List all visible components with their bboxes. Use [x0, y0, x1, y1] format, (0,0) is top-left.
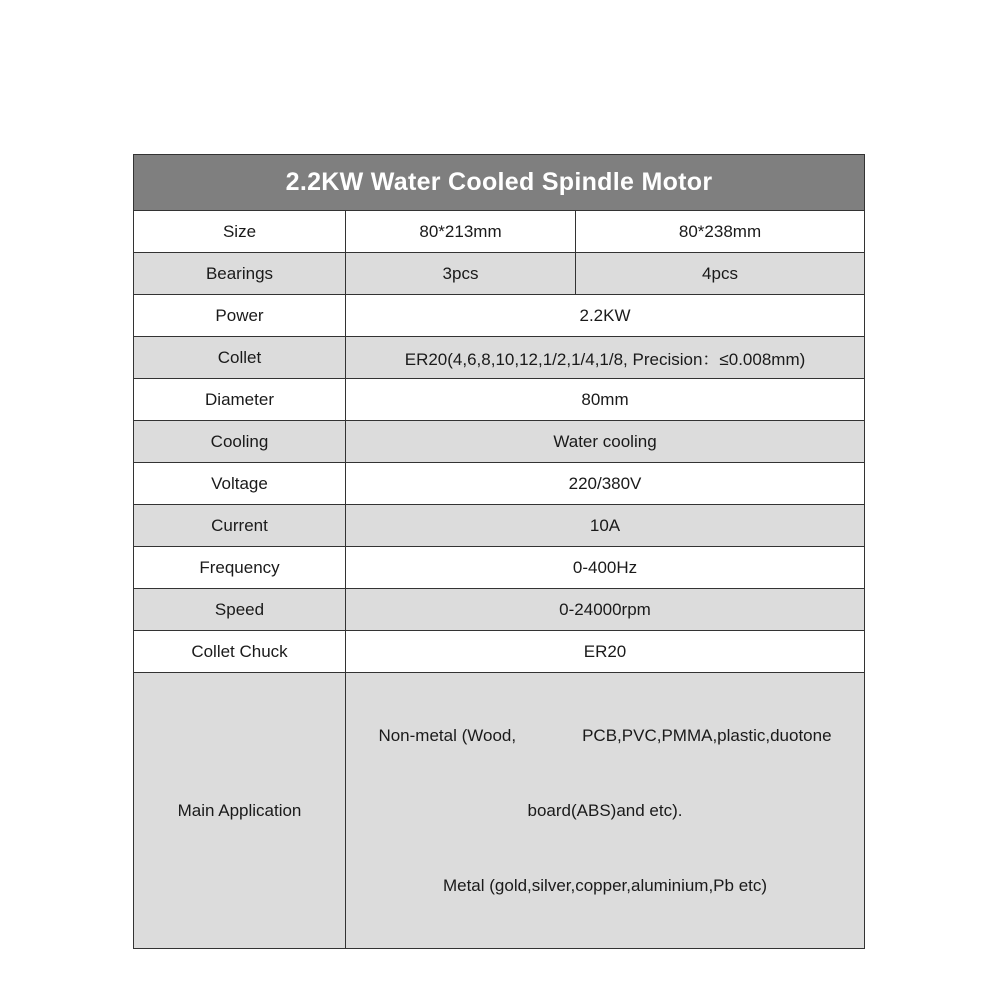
row-label: Bearings	[134, 253, 346, 295]
table-row-voltage	[134, 463, 865, 505]
table-row-power	[134, 295, 865, 337]
row-value: 10A	[346, 505, 865, 547]
row-value: ER20(4,6,8,10,12,1/2,1/4,1/8, Precision：≤0.008mm)	[346, 337, 865, 379]
application-line-2: board(ABS)and etc).	[527, 801, 683, 820]
row-value: 3pcs	[346, 253, 576, 295]
row-value: Water cooling	[346, 421, 865, 463]
application-text: Non-metal (Wood,	[378, 726, 517, 745]
row-label: Voltage	[134, 463, 346, 505]
row-value: 80*238mm	[576, 211, 865, 253]
application-line-3: Metal (gold,silver,copper,aluminium,Pb etc)	[442, 876, 768, 895]
row-label: Frequency	[134, 547, 346, 589]
row-label: Current	[134, 505, 346, 547]
spec-table	[133, 154, 865, 949]
table-row-frequency	[134, 547, 865, 589]
row-value: 80mm	[346, 379, 865, 421]
row-value: 220/380V	[346, 463, 865, 505]
table-row-speed	[134, 589, 865, 631]
row-value: 4pcs	[576, 253, 865, 295]
application-line-1	[352, 723, 858, 748]
table-row-bearings	[134, 253, 865, 295]
row-value: ER20	[346, 631, 865, 673]
row-label: Speed	[134, 589, 346, 631]
application-value	[346, 673, 865, 949]
row-value: 80*213mm	[346, 211, 576, 253]
row-label: Main Application	[134, 673, 346, 949]
row-label: Diameter	[134, 379, 346, 421]
row-label: Size	[134, 211, 346, 253]
row-value: 2.2KW	[346, 295, 865, 337]
table-title: 2.2KW Water Cooled Spindle Motor	[134, 155, 865, 211]
row-label: Power	[134, 295, 346, 337]
row-label: Collet Chuck	[134, 631, 346, 673]
row-label: Cooling	[134, 421, 346, 463]
table-row-diameter	[134, 379, 865, 421]
row-value: 0-24000rpm	[346, 589, 865, 631]
table-row-collet	[134, 337, 865, 379]
table-row-size	[134, 211, 865, 253]
table-row-current	[134, 505, 865, 547]
table-row-collet-chuck	[134, 631, 865, 673]
table-row-cooling	[134, 421, 865, 463]
row-value: 0-400Hz	[346, 547, 865, 589]
row-label: Collet	[134, 337, 346, 379]
table-row-main-application	[134, 673, 865, 949]
application-text: PCB,PVC,PMMA,plastic,duotone	[582, 726, 832, 745]
